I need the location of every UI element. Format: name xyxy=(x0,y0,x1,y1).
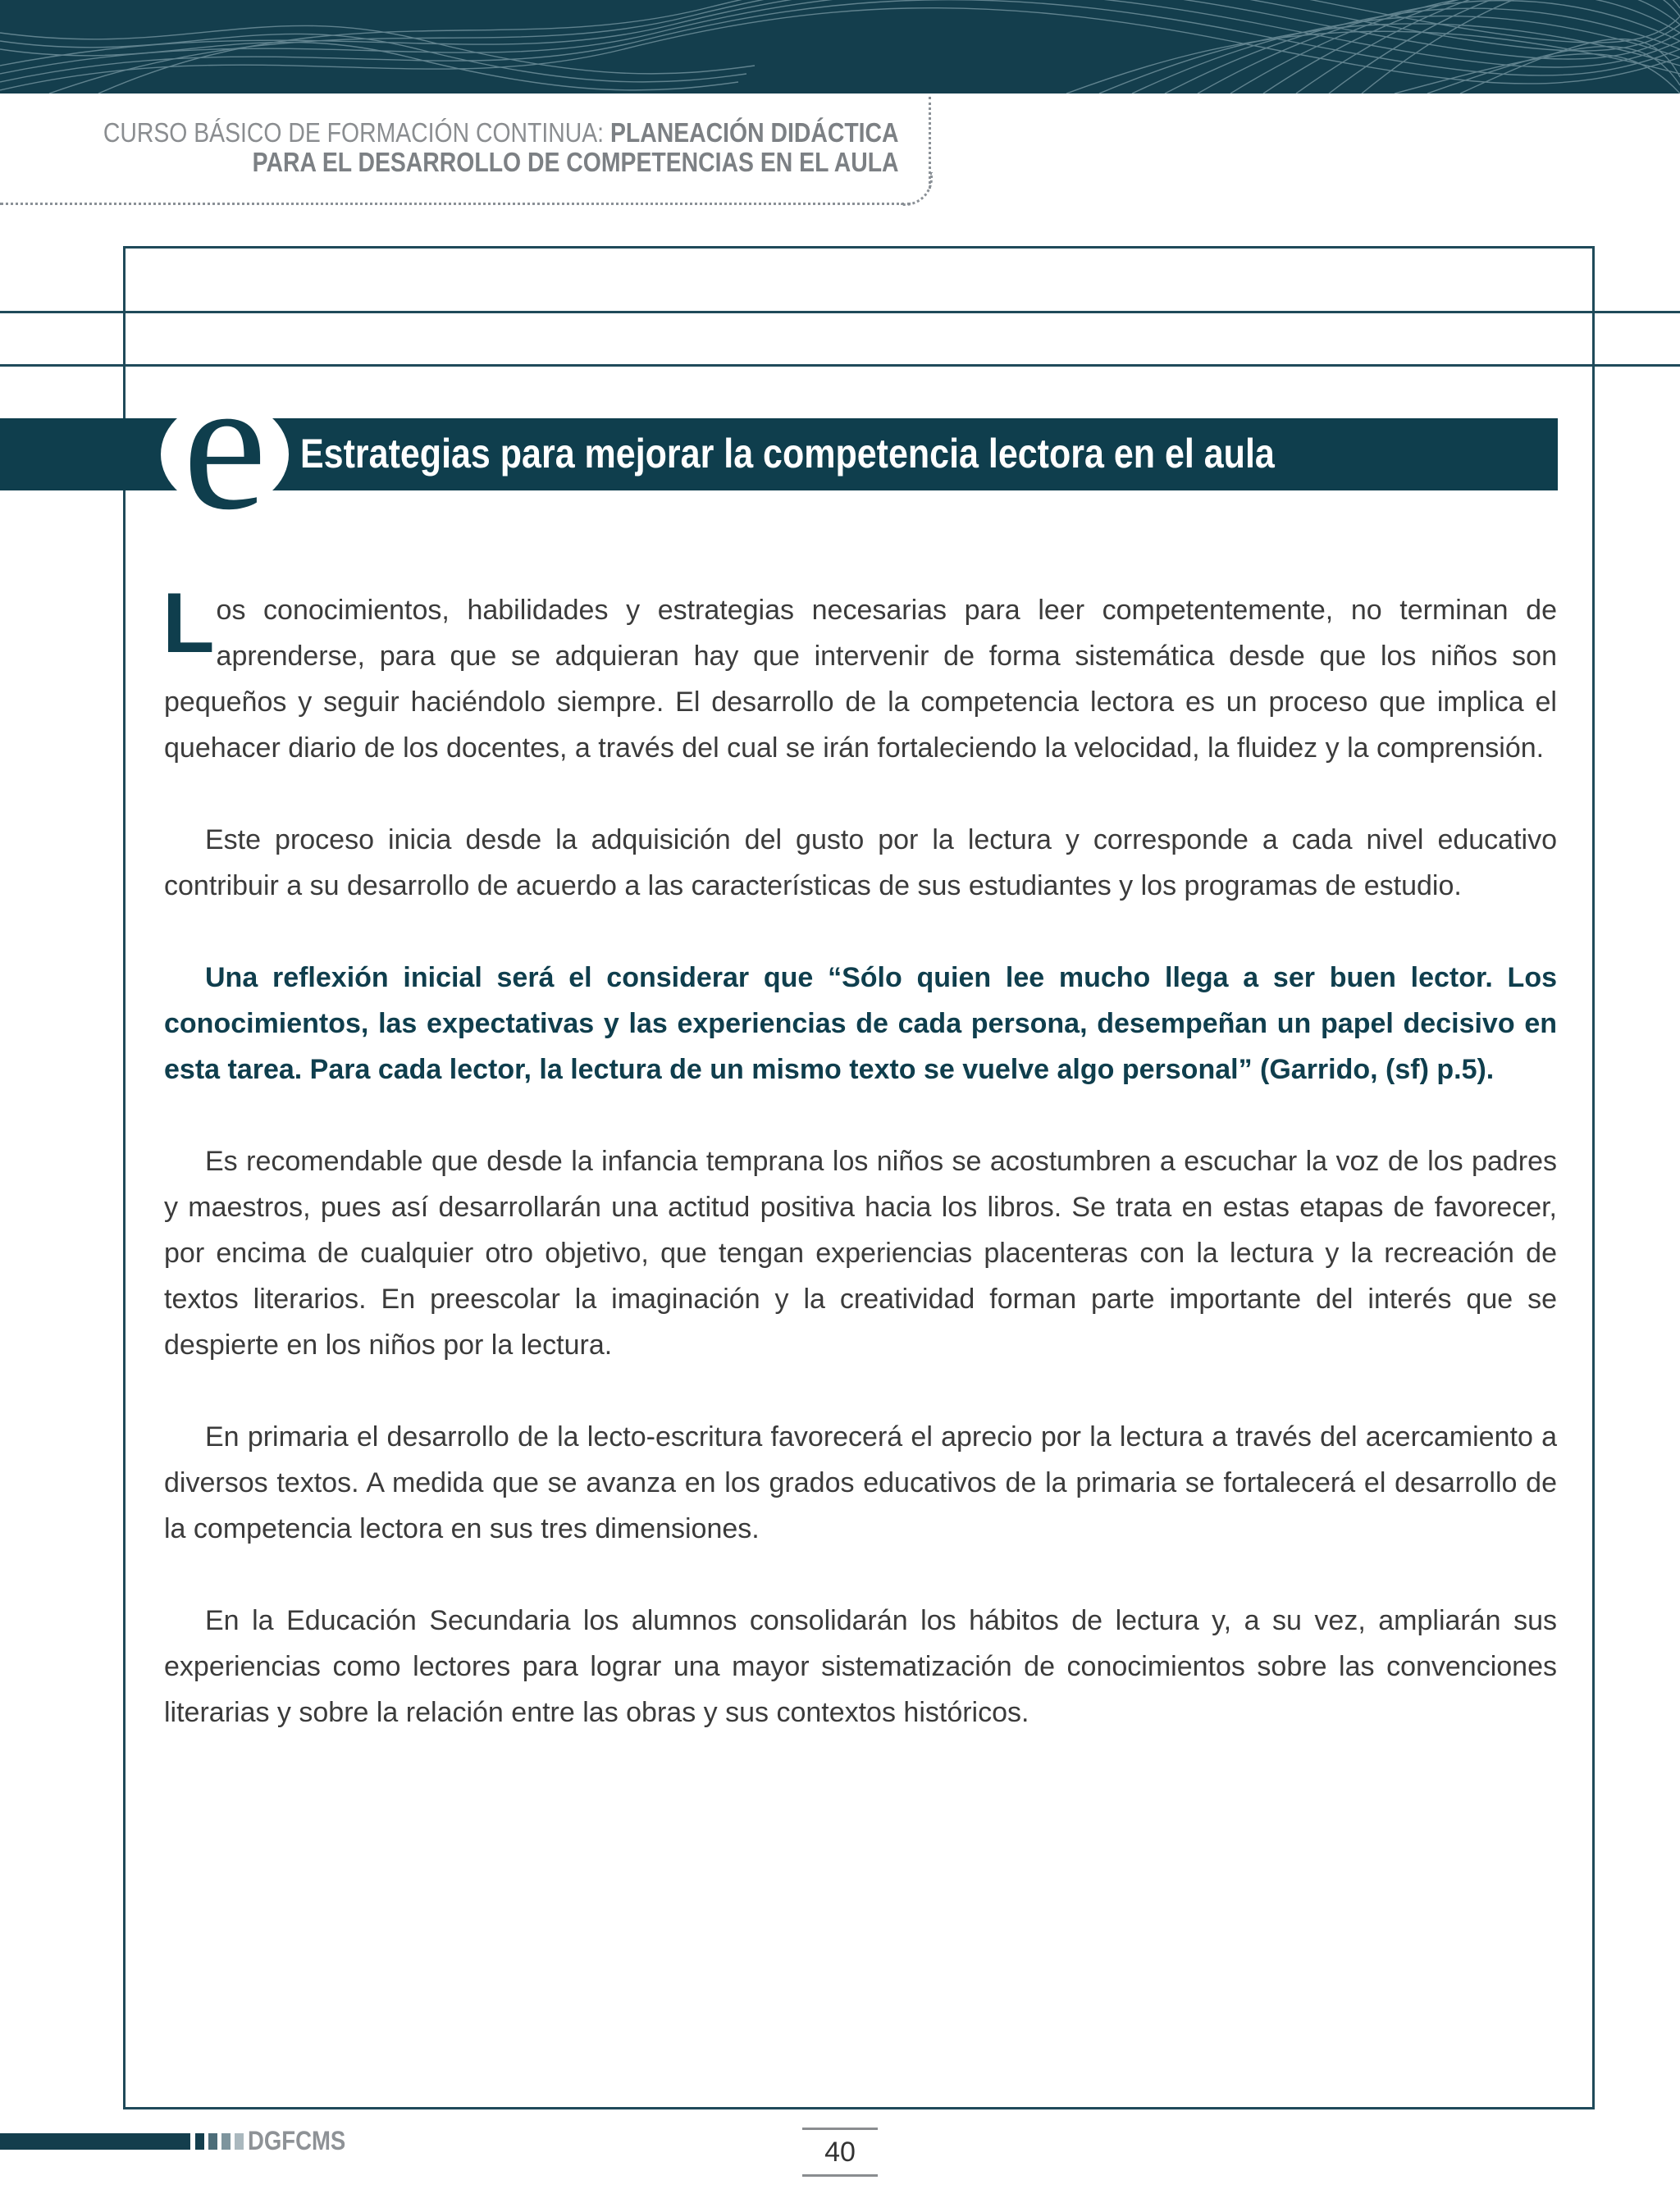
drop-cap-letter: L xyxy=(162,576,215,671)
highlighted-quote-paragraph: Una reflexión inicial será el considerar que “Sólo quien lee mucho llega a ser buen lector. Los conocimientos, las expectativas y las experiencias de cada persona, desempeñan un papel decisivo en esta tarea. Para cada lector, la lectura de un mismo texto se vuelve algo personal” (Garrido, (sf) p.5). xyxy=(164,962,1557,1085)
course-header-line-2 xyxy=(103,148,899,177)
footer-bar xyxy=(0,2133,190,2150)
paragraph-5: En primaria el desarrollo de la lecto-escritura favorecerá el aprecio por la lectura a través del acercamiento a diversos textos. A medida que se avanza en los grados educativos de la primaria se fortalecerá el desarrollo de la competencia lectora en sus tres dimensiones. xyxy=(164,1421,1557,1544)
course-header-light: CURSO BÁSICO DE FORMACIÓN CONTINUA: xyxy=(103,117,611,148)
paragraph-1-text: os conocimientos, habilidades y estrategias necesarias para leer competentemente, no terminan de aprenderse, para que se adquieran hay que intervenir de forma sistemática desde que los niños son pequeños y seguir haciéndolo siempre. El desarrollo de la competencia lectora es un proceso que implica el quehacer diario de los docentes, a través del cual se irán fortaleciendo la velocidad, la fluidez y la comprensión. xyxy=(164,595,1557,764)
wave-lines-graphic xyxy=(0,0,1680,93)
course-header-line-1 xyxy=(103,118,899,148)
footer-tick xyxy=(208,2133,217,2150)
horizontal-rule-top xyxy=(0,311,1680,313)
course-header-bold: PLANEACIÓN DIDÁCTICA xyxy=(610,117,899,148)
paragraph-1 xyxy=(162,576,1557,771)
section-title: Estrategias para mejorar la competencia lectora en el aula xyxy=(300,431,1275,477)
paragraph-2: Este proceso inicia desde la adquisición del gusto por la lectura y corresponde a cada nivel educativo contribuir a su desarrollo de acuerdo a las características de sus estudiantes y los programas de estudio. xyxy=(164,824,1557,901)
header-decorative-band xyxy=(0,0,1680,93)
course-header xyxy=(103,118,899,177)
course-header-bold-2: PARA EL DESARROLLO DE COMPETENCIAS EN EL AULA xyxy=(253,147,899,177)
footer-tick-marks xyxy=(195,2133,248,2150)
page-number: 40 xyxy=(802,2128,878,2177)
footer-organization: DGFCMS xyxy=(248,2126,346,2155)
article-body xyxy=(162,576,1557,1781)
footer-tick xyxy=(195,2133,204,2150)
paragraph-4: Es recomendable que desde la infancia temprana los niños se acostumbren a escuchar la voz de los padres y maestros, pues así desarrollarán una actitud positiva hacia los libros. Se trata en estas etapas de favorecer, por encima de cualquier otro objetivo, que tengan experiencias placenteras con la lectura y la recreación de textos literarios. En preescolar la imaginación y la creatividad forman parte importante del interés que se despierte en los niños por la lectura. xyxy=(164,1146,1557,1361)
header-dotted-divider xyxy=(0,203,911,205)
header-dotted-corner xyxy=(901,172,933,206)
paragraph-6: En la Educación Secundaria los alumnos consolidarán los hábitos de lectura y, a su vez, ampliarán sus experiencias como lectores para lograr una mayor sistematización de conocimientos sobre las convenciones literarias y sobre la relación entre las obras y sus contextos históricos. xyxy=(164,1605,1557,1728)
section-letter-icon: e xyxy=(182,340,267,549)
footer-tick xyxy=(235,2133,244,2150)
footer-tick xyxy=(221,2133,231,2150)
